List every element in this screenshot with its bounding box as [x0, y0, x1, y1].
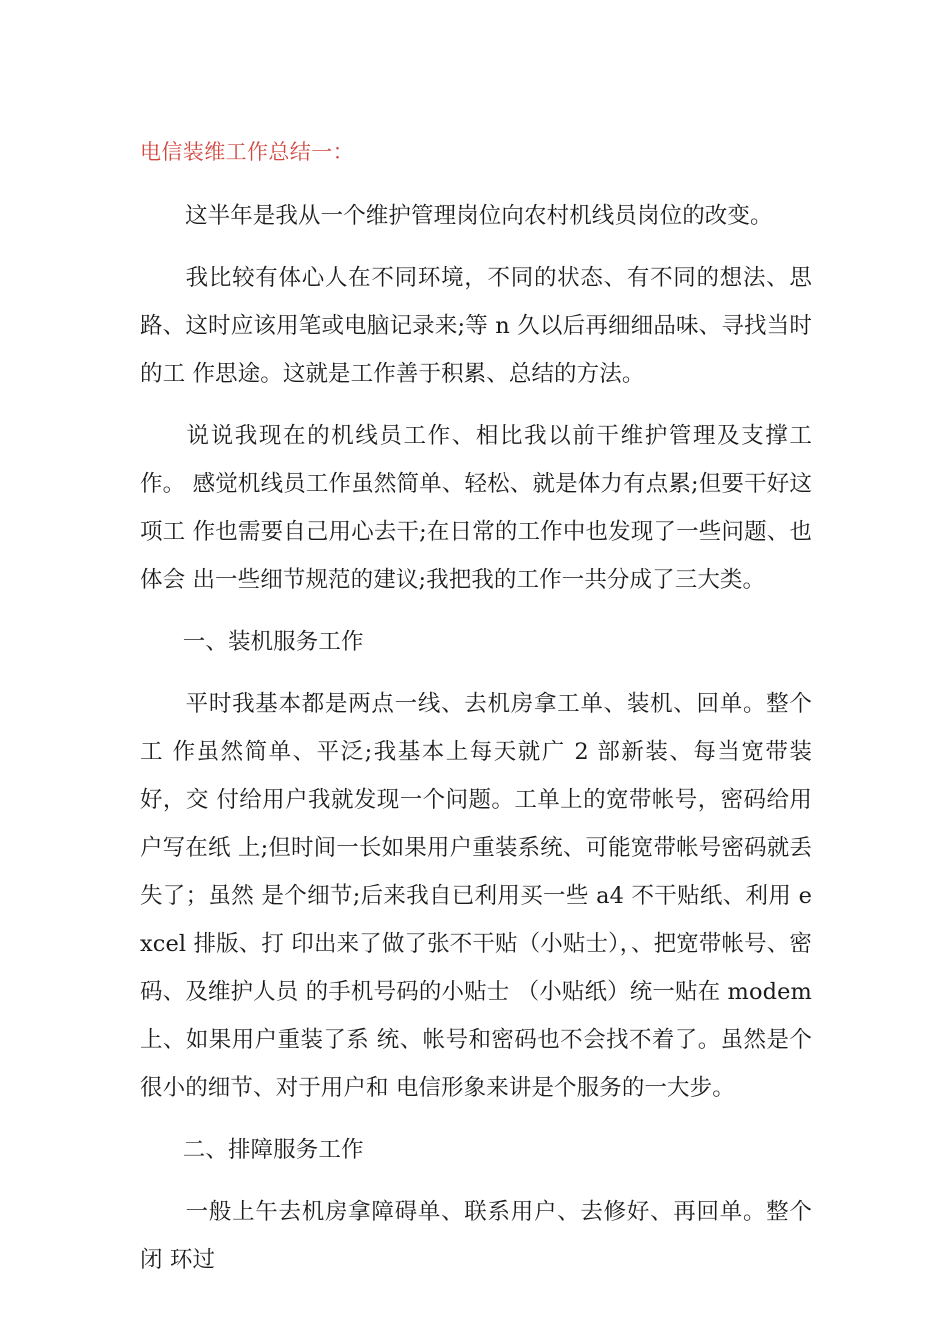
paragraph-reflection	[140, 254, 812, 398]
section-heading-one	[140, 618, 812, 666]
page-title: 电信装维工作总结一：	[140, 140, 354, 164]
section-heading-text: 一、装机服务工作	[182, 629, 364, 655]
paragraph-text: 平时我基本都是两点一线、去机房拿工单、装机、回单。整个工 作虽然简单、平泛;我基本上每天就广 2 部新装、每当宽带装好，交 付给用户我就发现一个问题。工单上的宽带帐号，密码给用户写在纸 上;但时间一长如果用户重装系统、可能宽带帐号密码就丢失了；虽然 是个细节;后来我自已利用买一些 a4 不干贴纸、利用 excel 排版、打 印出来了做了张不干贴（小贴士），、把宽带帐号、密码、及维护人员 的手机号码的小贴士 （小贴纸）统一贴在 modem 上、如果用户重装了系 统、帐号和密码也不会找不着了。虽然是个很小的细节、对于用户和 电信形象来讲是个服务的一大步。	[140, 691, 820, 1101]
paragraph-fault-service	[140, 1188, 812, 1284]
paragraph-role-comparison	[140, 412, 812, 604]
paragraph-installation-service	[140, 680, 820, 1112]
paragraph-text: 这半年是我从一个维护管理岗位向农村机线员岗位的改变。	[185, 203, 773, 229]
paragraph-intro	[140, 192, 812, 240]
paragraph-text: 我比较有体心人在不同环境，不同的状态、有不同的想法、思路、这时应该用笔或电脑记录来;等 n 久以后再细细品味、寻找当时的工 作思途。这就是工作善于积累、总结的方法。	[140, 265, 812, 387]
paragraph-text: 说说我现在的机线员工作、相比我以前干维护管理及支撑工作。 感觉机线员工作虽然简单、轻松、就是体力有点累;但要干好这项工 作也需要自己用心去干;在日常的工作中也发现了一些问题、也体会 出一些细节规范的建议;我把我的工作一共分成了三大类。	[140, 423, 812, 593]
section-heading-two	[140, 1126, 812, 1174]
document-body	[140, 0, 820, 1284]
paragraph-text: 一般上午去机房拿障碍单、联系用户、去修好、再回单。整个闭 环过	[140, 1199, 812, 1273]
section-heading-text: 二、排障服务工作	[182, 1137, 364, 1163]
